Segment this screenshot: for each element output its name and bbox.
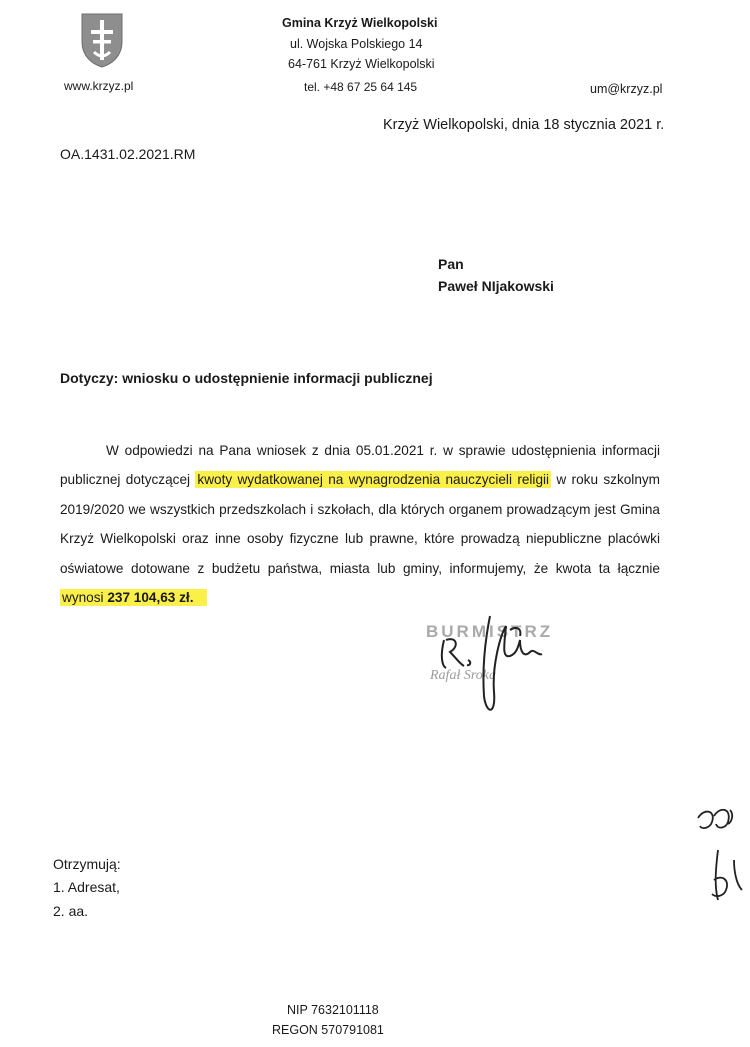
footer-regon: REGON 570791081 <box>272 1023 384 1037</box>
address-postal: 64-761 Krzyż Wielkopolski <box>288 57 435 71</box>
cc-heading: Otrzymują: <box>53 856 121 872</box>
coat-of-arms-icon <box>80 12 124 68</box>
recipient-salutation: Pan <box>438 256 464 272</box>
website-text: www.krzyz.pl <box>64 79 134 93</box>
highlighted-amount <box>60 589 207 606</box>
cc-item: 2. aa. <box>53 903 89 919</box>
amount-value: 237 104,63 zł. <box>107 590 194 606</box>
highlighted-phrase: kwoty wydatkowanej na wynagrodzenia nauczycieli religii <box>197 472 550 488</box>
address-street: ul. Wojska Polskiego 14 <box>290 37 423 51</box>
org-name: Gmina Krzyż Wielkopolski <box>282 16 438 30</box>
cc-item: 1. Adresat, <box>53 879 120 895</box>
body-text-part1: W odpowiedzi na Pana wniosek z dnia 05.01.2021 r. w sprawie udostępnienia informacji publicznej dotyczącej <box>60 443 660 488</box>
letter-body <box>60 436 660 612</box>
signature-icon <box>420 596 560 726</box>
letter-subject: Dotyczy: wniosku o udostępnienie informacji publicznej <box>60 370 433 386</box>
email-text: um@krzyz.pl <box>590 82 663 96</box>
handwritten-initials-icon <box>690 800 750 910</box>
footer-nip: NIP 7632101118 <box>287 1003 379 1017</box>
reference-number: OA.1431.02.2021.RM <box>60 146 196 162</box>
date-line: Krzyż Wielkopolski, dnia 18 stycznia 2021 r. <box>383 117 665 133</box>
stamp-title: BURMISTRZ <box>426 622 554 641</box>
amount-prefix: wynosi <box>62 590 108 606</box>
phone-text: tel. +48 67 25 64 145 <box>304 80 418 94</box>
recipient-name: Paweł NIjakowski <box>438 278 554 294</box>
body-text-part2: w roku szkolnym 2019/2020 we wszystkich przedszkolach i szkołach, dla których organem prowadzącym jest Gmina Krzyż Wielkopolski oraz inne osoby fizyczne lub prawne, które prowadzą niepubliczne placówki oświatowe dotowane z budżetu państwa, miasta lub gminy, informujemy, że kwota ta łącznie <box>60 472 661 576</box>
stamp-name: Rafał Sroka <box>430 668 496 683</box>
